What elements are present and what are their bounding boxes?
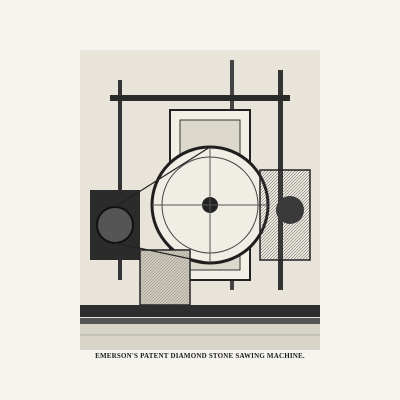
right-column-text [322, 50, 394, 350]
figure-caption: EMERSON'S PATENT DIAMOND STONE SAWING MACHINE. [95, 352, 305, 360]
left-column-text [6, 50, 78, 350]
top-paragraph [6, 4, 394, 48]
bottom-paragraph [6, 362, 394, 398]
machine-illustration [80, 50, 320, 350]
